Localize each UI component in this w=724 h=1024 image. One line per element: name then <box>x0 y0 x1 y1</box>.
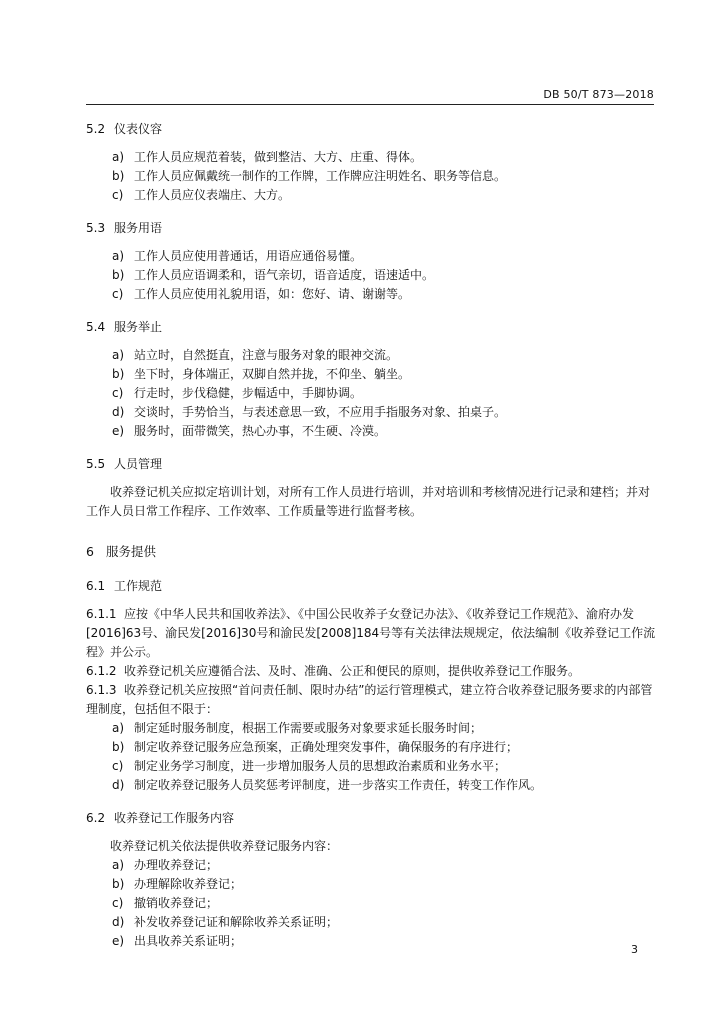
list-item: d) 交谈时，手势恰当，与表述意思一致，不应用手指服务对象、拍桌子。 <box>112 405 507 419</box>
page-number: 3 <box>631 943 638 956</box>
list-item: b) 坐下时，身体端正，双脚自然并拢，不仰坐、躺坐。 <box>112 367 411 381</box>
document-code: DB 50/T 873—2018 <box>543 88 654 101</box>
list-item: a) 站立时，自然挺直，注意与服务对象的眼神交流。 <box>112 348 399 362</box>
list-item: c) 工作人员应使用礼貌用语，如：您好、请、谢谢等。 <box>112 287 411 301</box>
paragraph: 收养登记机关应拟定培训计划，对所有工作人员进行培训，并对培训和考核情况进行记录和建档；并对工作人员日常工作程序、工作效率、工作质量等进行监督考核。 <box>86 485 651 518</box>
clause-paragraph: 6.1.1 应按《中华人民共和国收养法》、《中国公民收养子女登记办法》、《收养登记工作规范》、渝府办发[2016]63号、渝民发[2016]30号和渝民发[2008]184号等有关法律法规规定，依法编制《收养登记工作流程》并公示。 <box>86 607 656 659</box>
list-item: d) 制定收养登记服务人员奖惩考评制度，进一步落实工作责任，转变工作作风。 <box>112 778 543 792</box>
section-heading: 6.1 工作规范 <box>86 579 163 593</box>
list-item: a) 制定延时服务制度，根据工作需要或服务对象要求延长服务时间； <box>112 721 483 735</box>
section-heading: 5.5 人员管理 <box>86 457 163 471</box>
clause-paragraph: 6.1.2 收养登记机关应遵循合法、及时、准确、公正和便民的原则，提供收养登记工作服务。 <box>86 664 581 678</box>
list-item: b) 工作人员应佩戴统一制作的工作牌，工作牌应注明姓名、职务等信息。 <box>112 169 507 183</box>
list-item: e) 出具收养关系证明； <box>112 934 243 948</box>
list-item: e) 服务时，面带微笑，热心办事，不生硬、冷漠。 <box>112 424 387 438</box>
list-item: b) 制定收养登记服务应急预案，正确处理突发事件，确保服务的有序进行； <box>112 740 519 754</box>
list-item: d) 补发收养登记证和解除收养关系证明； <box>112 915 339 929</box>
clause-paragraph: 6.1.3 收养登记机关应按照“首问责任制、限时办结”的运行管理模式，建立符合收养登记服务要求的内部管理制度，包括但不限于： <box>86 683 653 716</box>
page-content <box>86 118 656 951</box>
section-heading: 5.3 服务用语 <box>86 221 163 235</box>
section-heading: 5.2 仪表仪容 <box>86 122 163 136</box>
list-item: c) 撤销收养登记； <box>112 896 219 910</box>
list-item: c) 行走时，步伐稳健，步幅适中，手脚协调。 <box>112 386 363 400</box>
list-item: c) 工作人员应仪表端庄、大方。 <box>112 188 291 202</box>
section-heading: 5.4 服务举止 <box>86 320 163 334</box>
header-rule <box>86 104 654 105</box>
list-item: c) 制定业务学习制度，进一步增加服务人员的思想政治素质和业务水平； <box>112 759 507 773</box>
list-item: a) 工作人员应规范着装，做到整洁、大方、庄重、得体。 <box>112 150 423 164</box>
list-item: a) 办理收养登记； <box>112 858 219 872</box>
list-item: a) 工作人员应使用普通话，用语应通俗易懂。 <box>112 249 363 263</box>
section-heading: 6.2 收养登记工作服务内容 <box>86 811 235 825</box>
list-item: b) 办理解除收养登记； <box>112 877 243 891</box>
paragraph: 收养登记机关依法提供收养登记服务内容： <box>110 839 339 853</box>
chapter-heading: 6 服务提供 <box>86 544 157 559</box>
list-item: b) 工作人员应语调柔和，语气亲切，语音适度，语速适中。 <box>112 268 435 282</box>
